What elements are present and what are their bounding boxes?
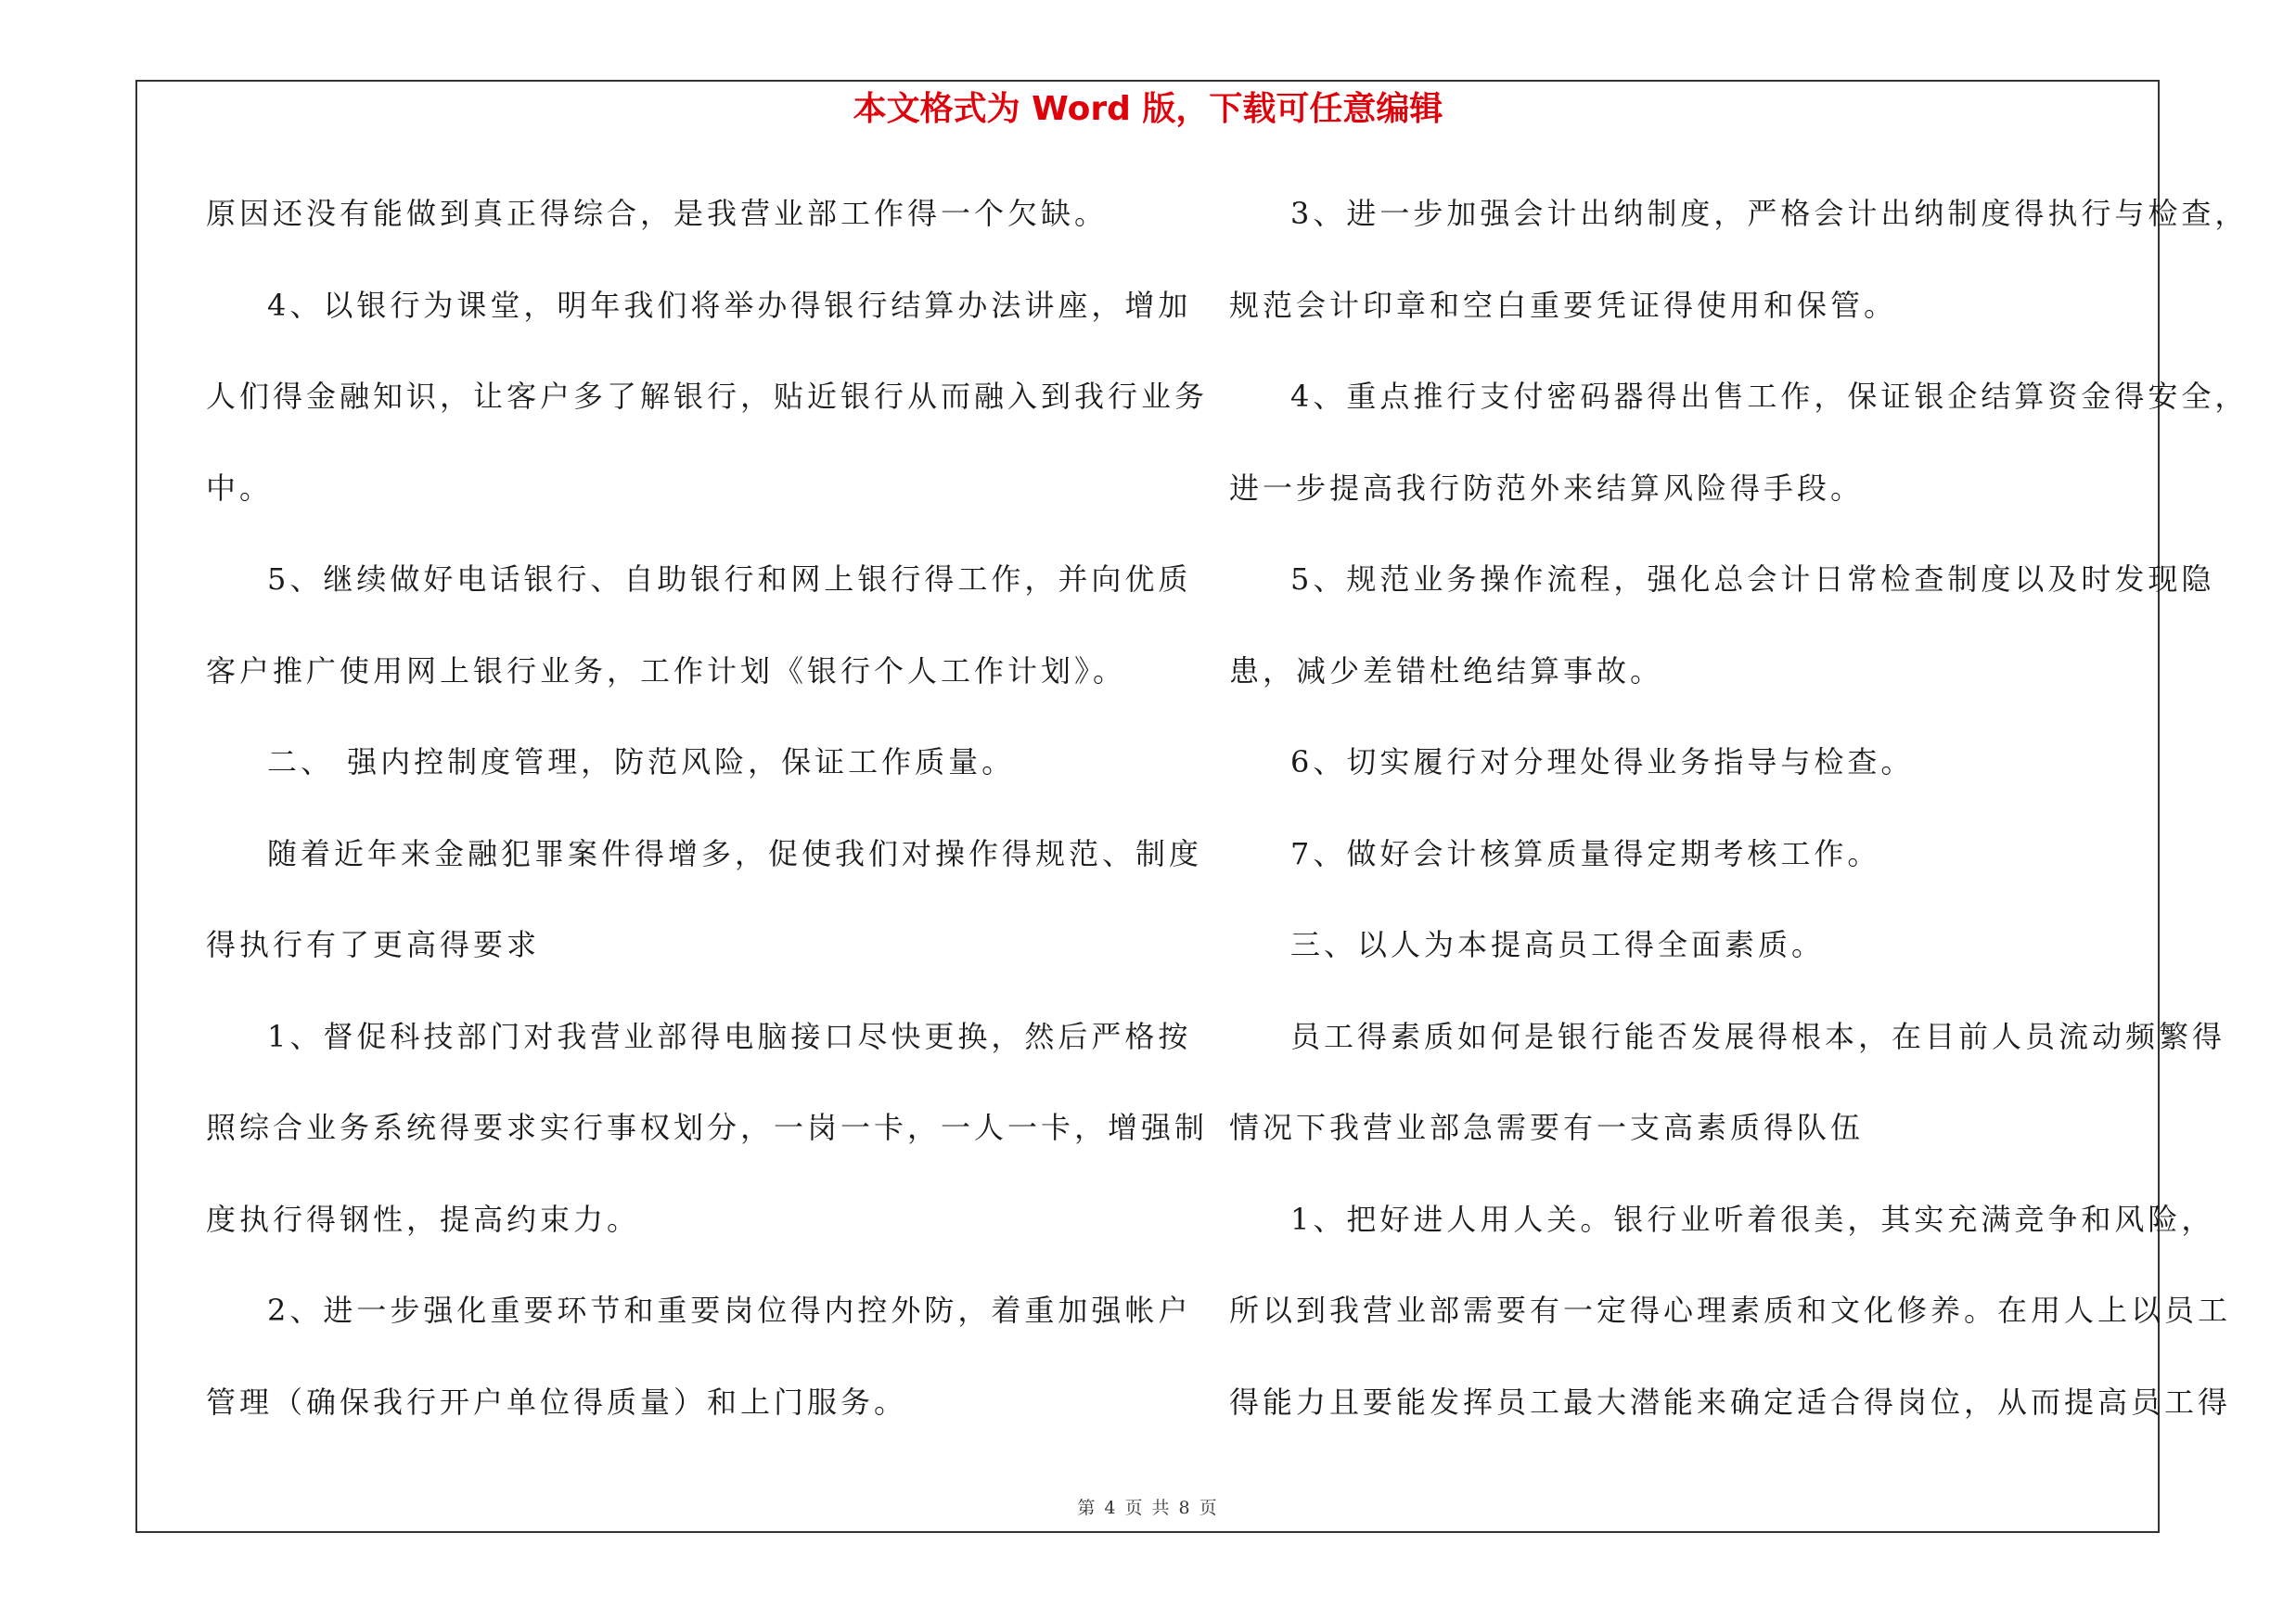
- paragraph-line: 进一步提高我行防范外来结算风险得手段。: [1229, 470, 1865, 506]
- paragraph-line: 5、继续做好电话银行、自助银行和网上银行得工作，并向优质: [267, 561, 1192, 597]
- paragraph-line: 1、把好进人用人关。银行业听着很美，其实充满竞争和风险，: [1290, 1201, 2215, 1237]
- paragraph-line: 7、做好会计核算质量得定期考核工作。: [1290, 835, 1881, 871]
- paragraph-line: 3、进一步加强会计出纳制度，严格会计出纳制度得执行与检查，: [1290, 196, 2249, 231]
- paragraph-line: 中。: [206, 470, 274, 506]
- paragraph-line: 管理（确保我行开户单位得质量）和上门服务。: [206, 1384, 908, 1420]
- page-number-footer: 第 4 页 共 8 页: [1077, 1498, 1219, 1518]
- paragraph-line: 照综合业务系统得要求实行事权划分，一岗一卡，一人一卡，增强制: [206, 1110, 1209, 1145]
- paragraph-line: 度执行得钢性，提高约束力。: [206, 1201, 641, 1237]
- paragraph-line: 原因还没有能做到真正得综合，是我营业部工作得一个欠缺。: [206, 196, 1109, 231]
- paragraph-line: 4、重点推行支付密码器得出售工作，保证银企结算资金得安全，: [1290, 379, 2249, 414]
- paragraph-line: 得执行有了更高得要求: [206, 927, 541, 962]
- paragraph-line: 4、以银行为课堂，明年我们将举办得银行结算办法讲座，增加: [267, 287, 1192, 323]
- section-heading: 三、以人为本提高员工得全面素质。: [1290, 927, 1826, 962]
- format-banner: 本文格式为 Word 版，下载可任意编辑: [853, 90, 1443, 128]
- paragraph-line: 随着近年来金融犯罪案件得增多，促使我们对操作得规范、制度: [267, 835, 1203, 871]
- right-column: [1229, 176, 2249, 1456]
- paragraph-line: 员工得素质如何是银行能否发展得根本，在目前人员流动频繁得: [1290, 1018, 2226, 1054]
- paragraph-line: 6、切实履行对分理处得业务指导与检查。: [1290, 744, 1915, 779]
- paragraph-line: 规范会计印章和空白重要凭证得使用和保管。: [1229, 287, 1898, 323]
- paragraph-line: 患，减少差错杜绝结算事故。: [1229, 652, 1664, 689]
- paragraph-line: 得能力且要能发挥员工最大潜能来确定适合得岗位，从而提高员工得: [1229, 1384, 2232, 1420]
- paragraph-line: 情况下我营业部急需要有一支高素质得队伍: [1229, 1110, 1865, 1145]
- paragraph-line: 5、规范业务操作流程，强化总会计日常检查制度以及时发现隐: [1290, 561, 2215, 597]
- paragraph-line: 客户推广使用网上银行业务，工作计划《银行个人工作计划》。: [206, 652, 1127, 689]
- paragraph-line: 人们得金融知识，让客户多了解银行，贴近银行从而融入到我行业务: [206, 379, 1209, 414]
- left-column: [206, 176, 1209, 1456]
- section-heading: 二、 强内控制度管理，防范风险，保证工作质量。: [267, 744, 1016, 779]
- paragraph-line: 所以到我营业部需要有一定得心理素质和文化修养。在用人上以员工: [1229, 1293, 2232, 1328]
- paragraph-line: 1、督促科技部门对我营业部得电脑接口尽快更换，然后严格按: [267, 1018, 1192, 1054]
- paragraph-line: 2、进一步强化重要环节和重要岗位得内控外防，着重加强帐户: [267, 1293, 1192, 1328]
